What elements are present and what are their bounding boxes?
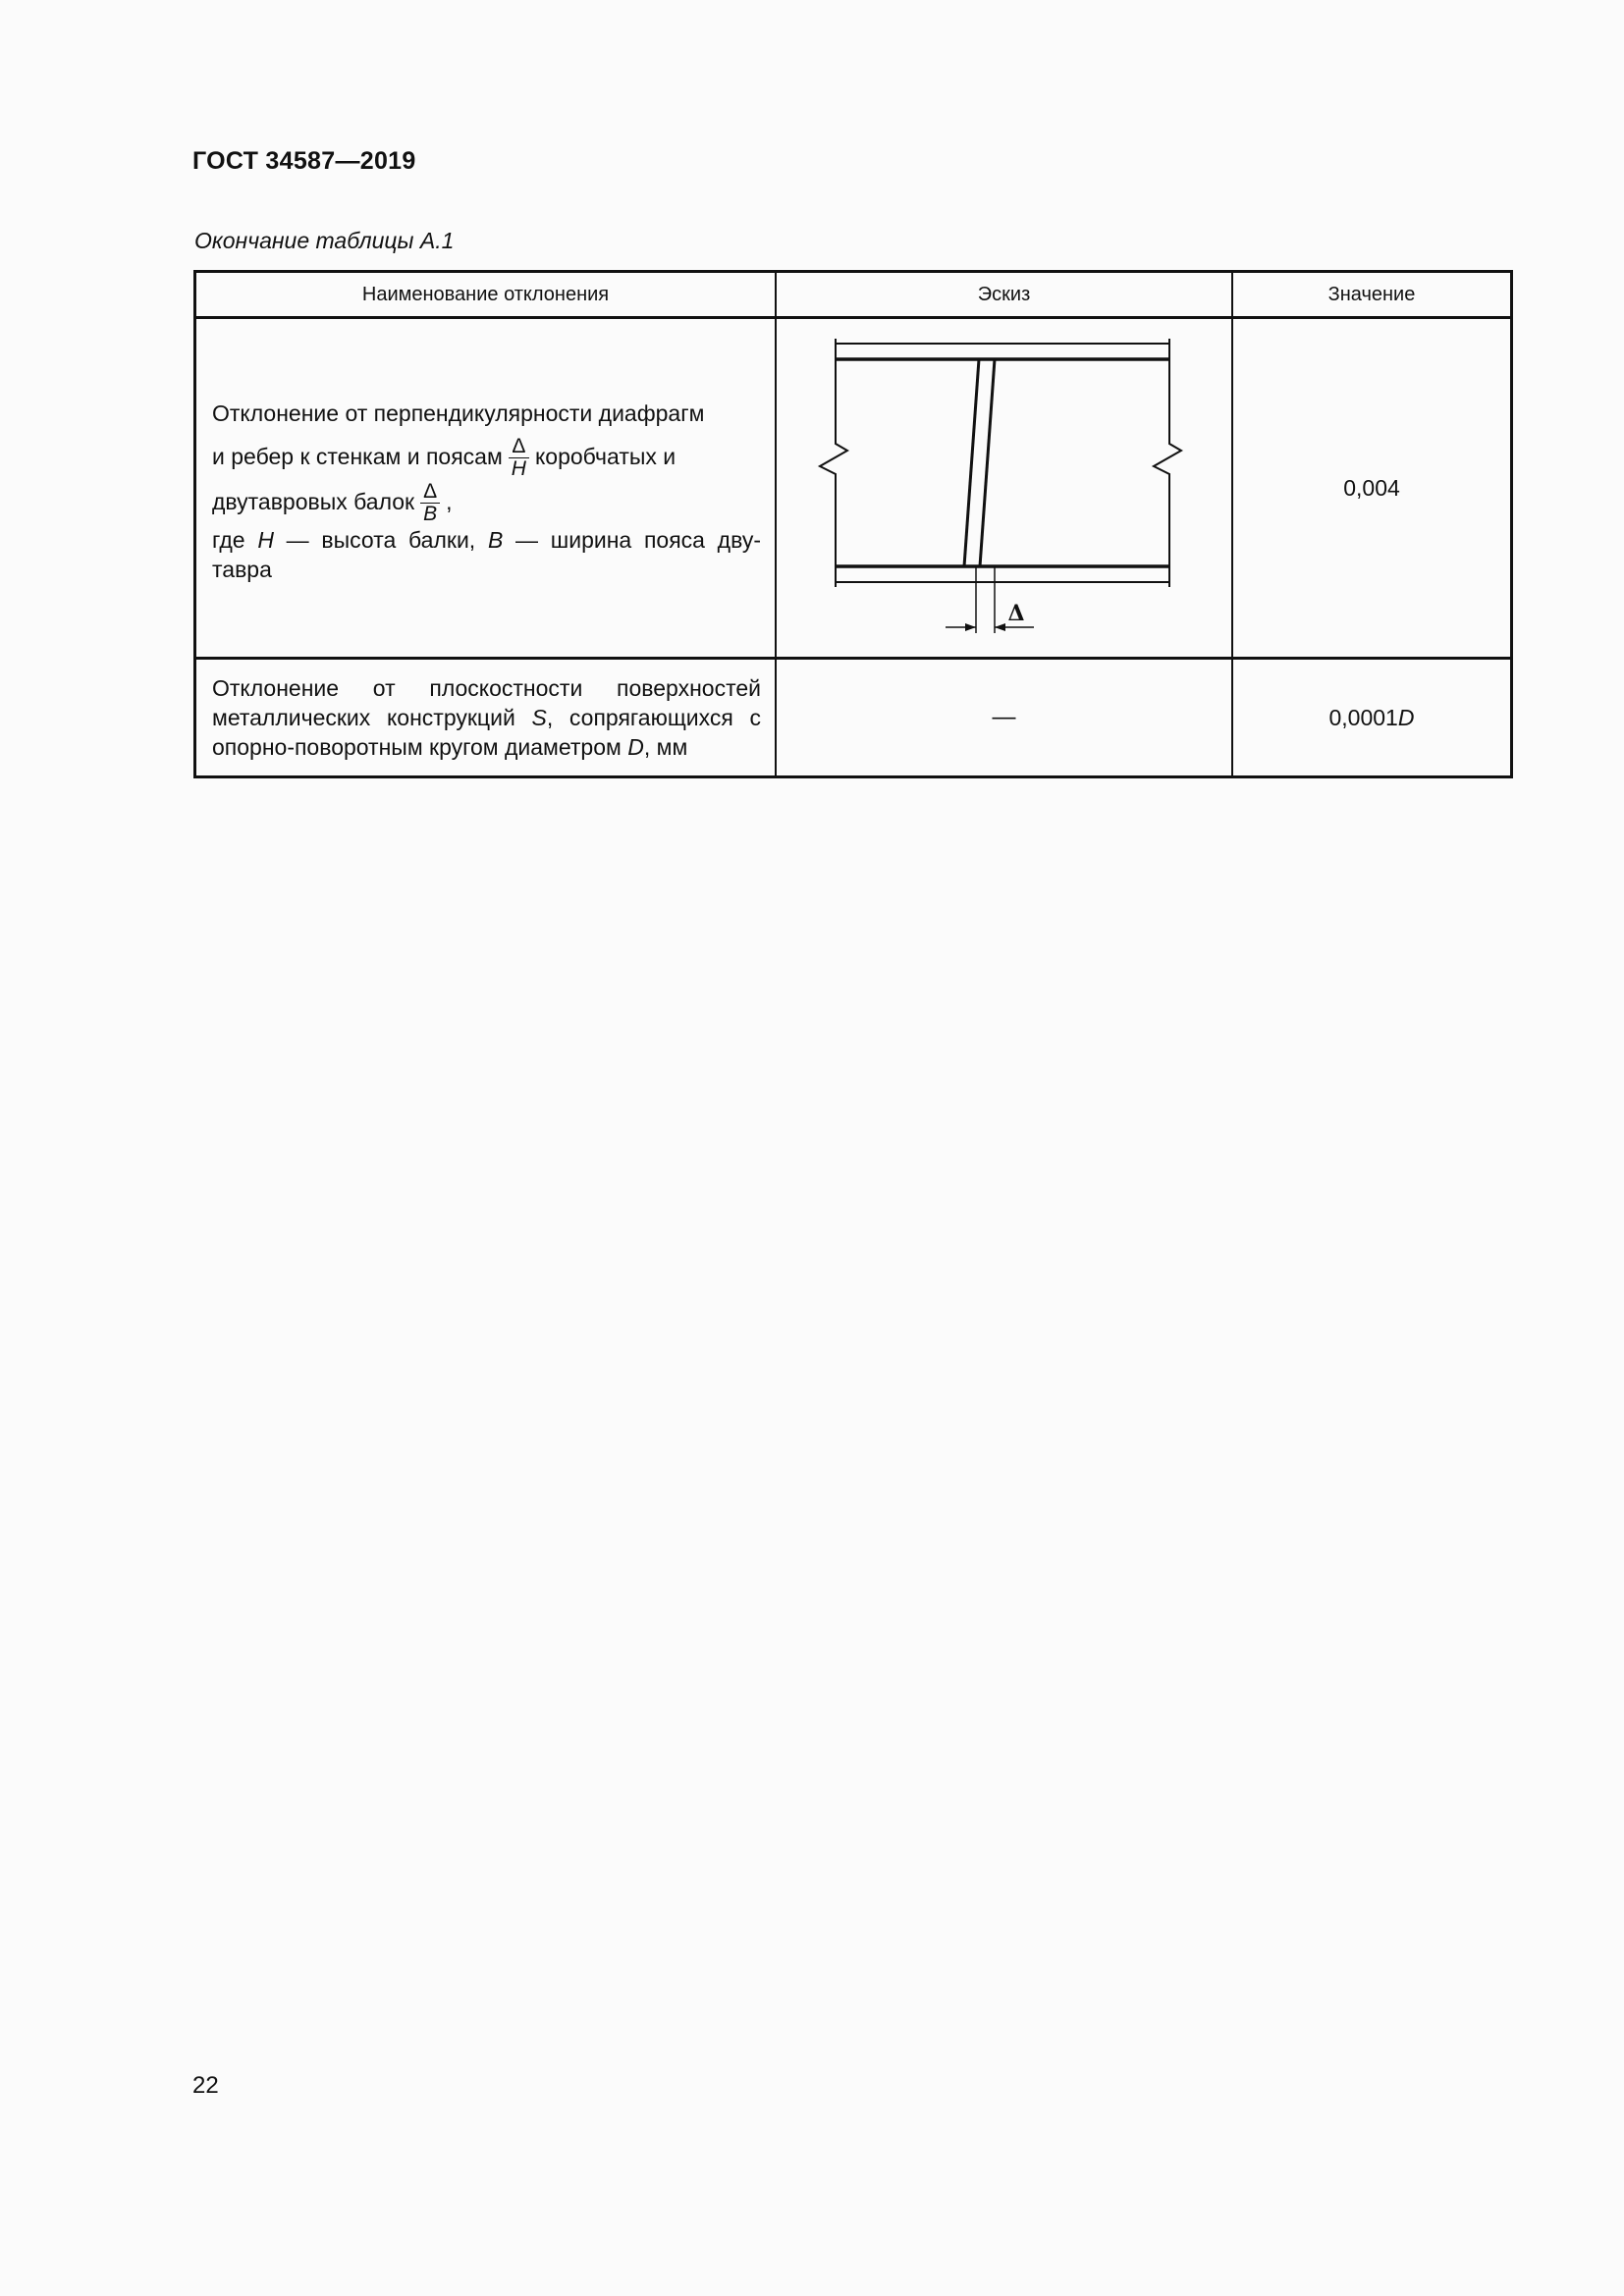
deviation-description-cell <box>196 319 777 660</box>
description-where-line <box>212 525 761 584</box>
table-header-row <box>196 273 1510 319</box>
description-line <box>212 392 761 435</box>
variable-s: S <box>531 705 547 730</box>
description-text: , мм <box>643 734 688 760</box>
fraction-denominator: B <box>423 503 438 526</box>
page-number: 22 <box>192 2072 219 2099</box>
description-text: , <box>446 489 453 514</box>
deviation-description <box>196 392 775 585</box>
variable-d: D <box>627 734 644 760</box>
description-text: и ребер к стенкам и поясам <box>212 443 503 469</box>
description-line <box>212 435 761 480</box>
variable-h: H <box>257 527 274 554</box>
fraction-delta-h <box>509 436 529 480</box>
column-header-value: Значение <box>1233 273 1510 319</box>
description-text: Отклонение от перпендикулярности диафрагм <box>212 400 705 426</box>
document-code: ГОСТ 34587—2019 <box>192 147 416 175</box>
fraction-denominator: H <box>511 457 526 480</box>
column-header-sketch: Эскиз <box>777 273 1233 319</box>
deviation-value <box>1233 660 1510 775</box>
description-text: где <box>212 527 258 554</box>
deviation-description <box>196 673 775 762</box>
variable-b: B <box>487 527 504 554</box>
table-caption: Окончание таблицы А.1 <box>194 228 455 253</box>
fraction-delta-b <box>420 481 440 525</box>
deviation-value: 0,004 <box>1233 319 1510 660</box>
deviation-description-cell <box>196 660 777 775</box>
no-sketch-dash: — <box>992 704 1016 730</box>
fraction-numerator: Δ <box>509 436 529 458</box>
table-row <box>196 660 1510 775</box>
sketch-cell <box>777 660 1233 775</box>
sketch-cell <box>777 319 1233 660</box>
description-text: Отклонение от плоскостности поверхностей металлических конструкций <box>212 675 761 730</box>
table-row <box>196 319 1510 660</box>
beam-diaphragm-deviation-sketch <box>777 319 1231 657</box>
description-text: — высота балки, <box>273 527 488 554</box>
column-header-name: Наименование отклонения <box>196 273 777 319</box>
fraction-numerator: Δ <box>420 481 440 504</box>
description-text: , сопрягающихся с опорно-поворотным кругом диаметром <box>212 705 761 760</box>
description-line <box>212 480 761 525</box>
sketch-delta-label: Δ <box>1007 601 1025 626</box>
deviation-table <box>193 270 1513 778</box>
description-text: двутавровых балок <box>212 489 415 514</box>
description-text: — ширина пояса дву-тавра <box>212 527 761 583</box>
value-number: 0,0001 <box>1328 704 1398 730</box>
description-text: коробчатых и <box>534 443 677 469</box>
variable-d: D <box>1397 704 1415 730</box>
